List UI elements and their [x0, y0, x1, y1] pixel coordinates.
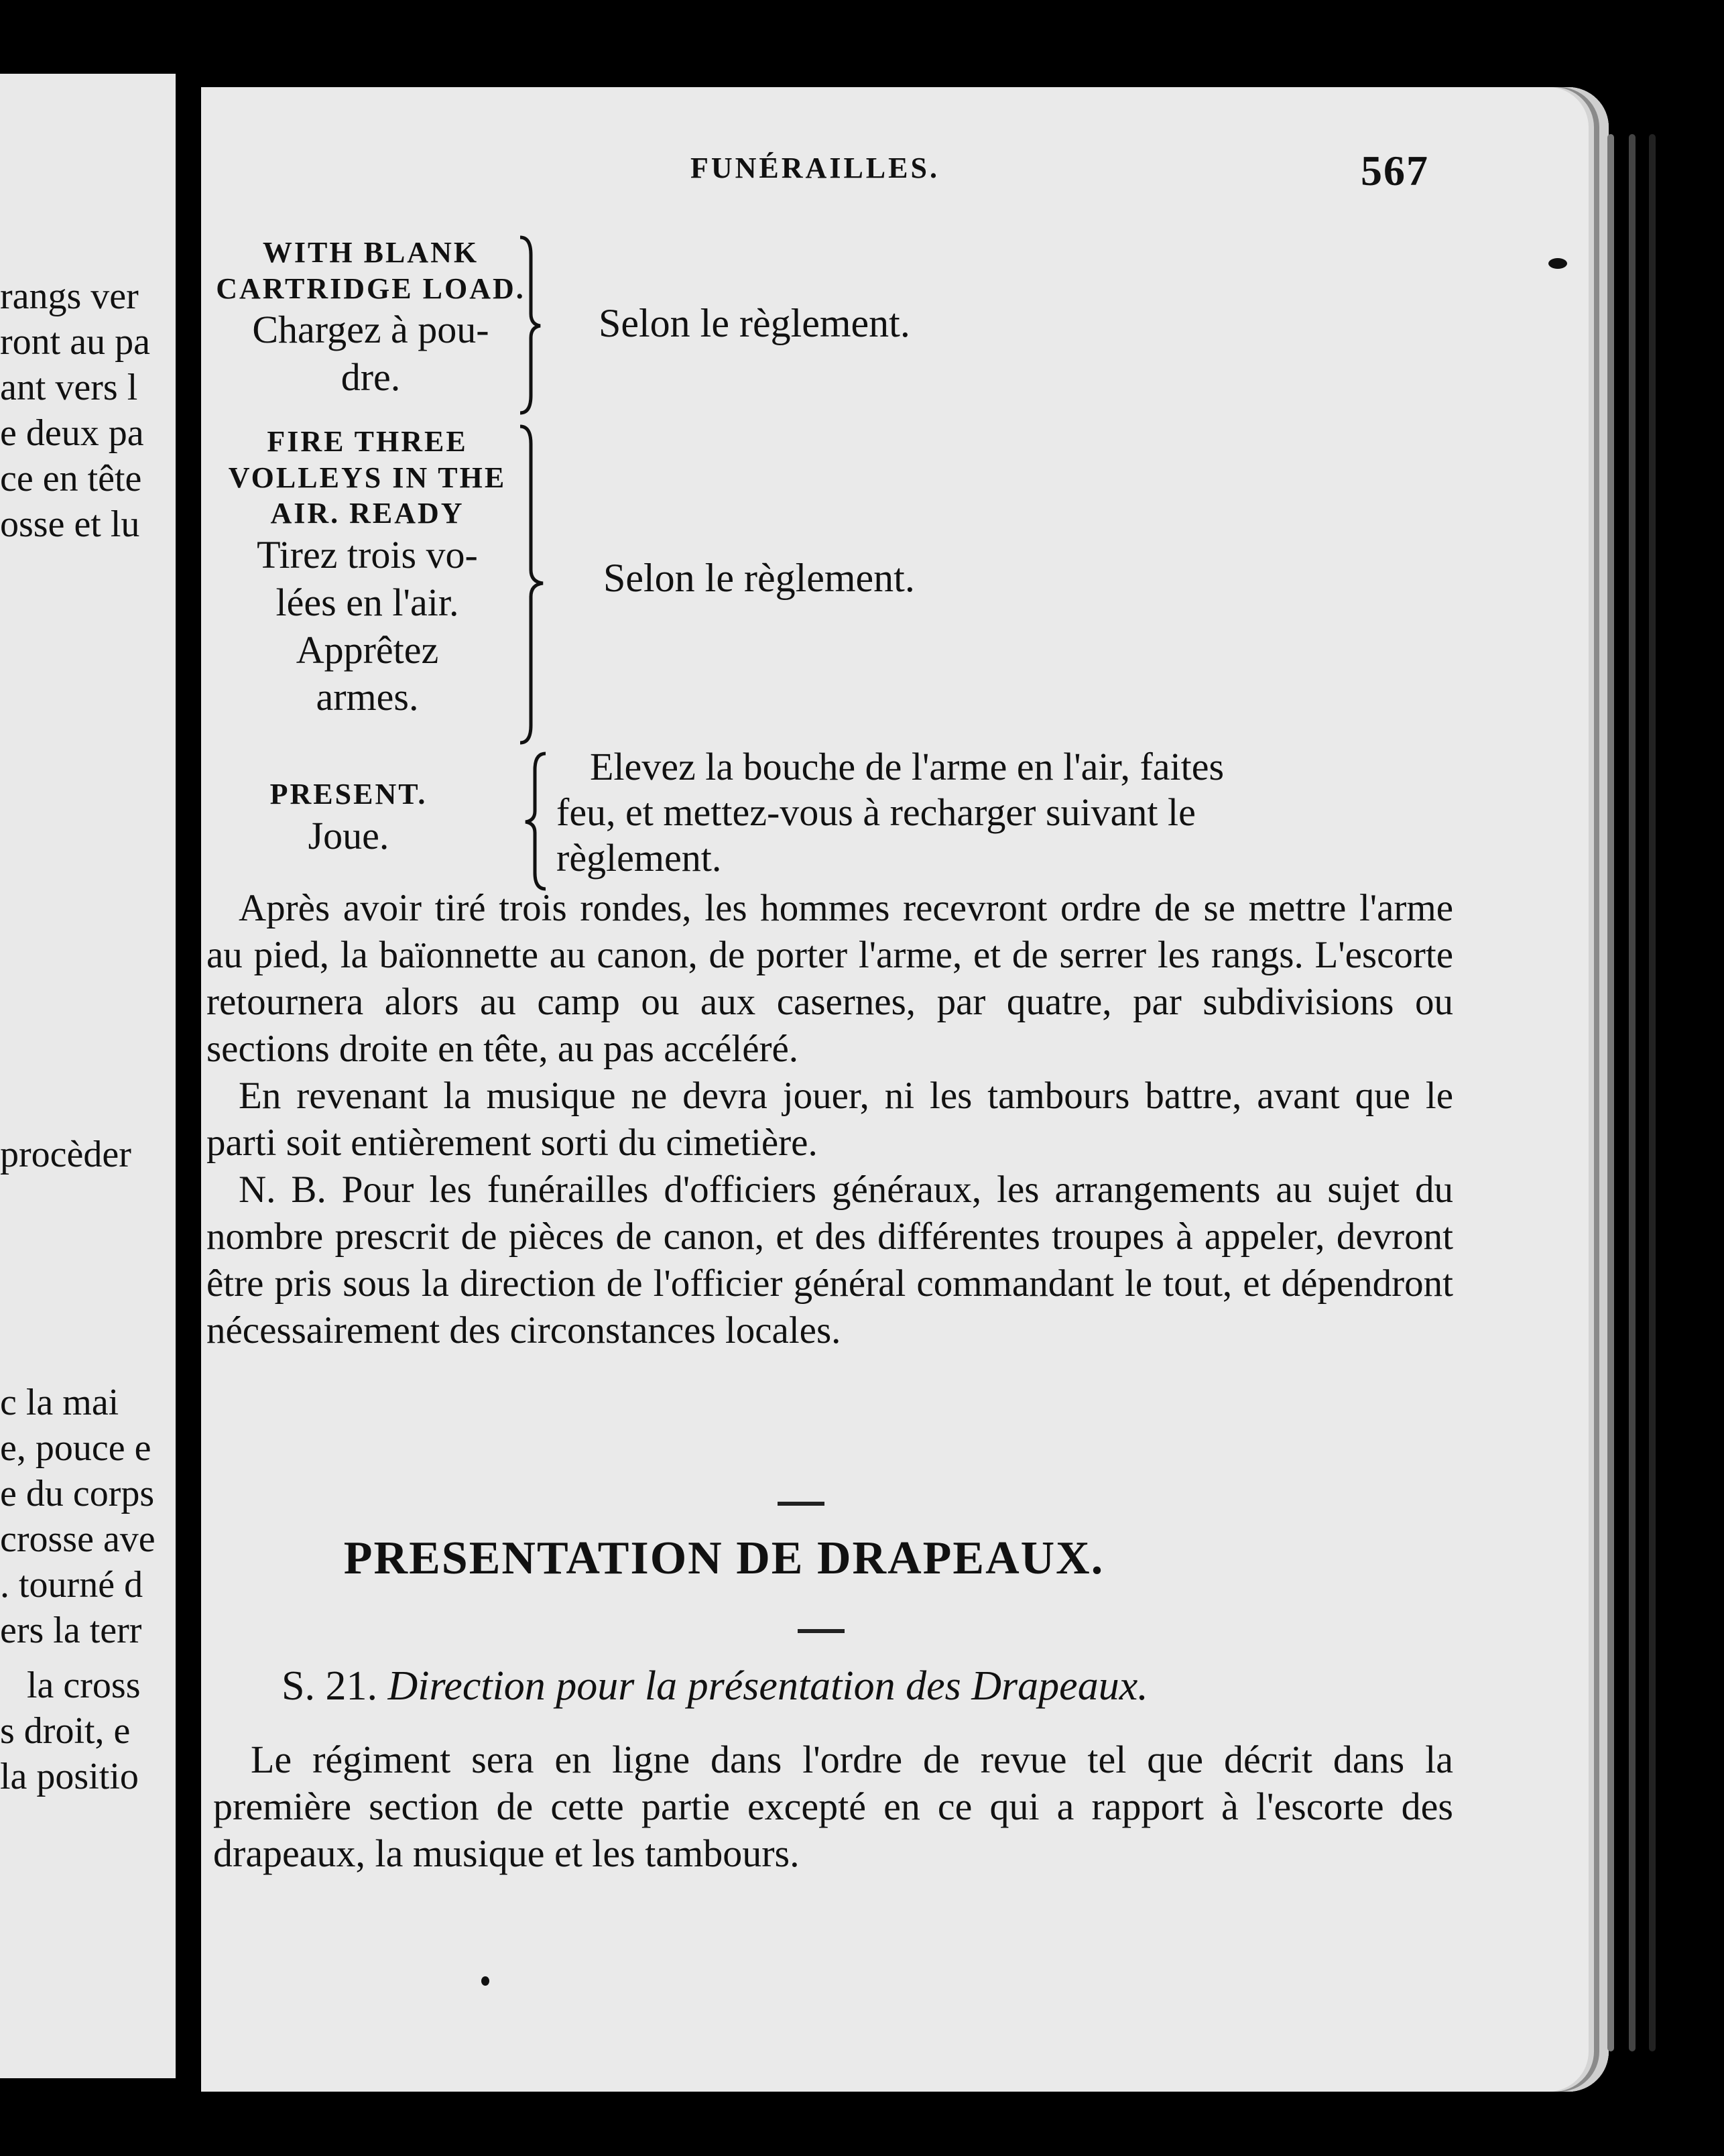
- command-present: [228, 776, 469, 859]
- page-number: 567: [1361, 147, 1429, 194]
- left-page-fragment: rangs ver: [0, 276, 139, 317]
- subsection-title: Direction pour la présentation des Drapeaux.: [387, 1663, 1148, 1709]
- left-page-fragment: ce en tête: [0, 458, 142, 499]
- brace: [523, 751, 550, 892]
- body-text: [206, 885, 1453, 1354]
- command-french: Tirez trois vo-: [257, 533, 478, 577]
- command-english: FIRE THREE: [267, 425, 468, 458]
- section-title: PRESENTATION DE DRAPEAUX.: [343, 1533, 1105, 1584]
- running-title: FUNÉRAILLES.: [690, 152, 940, 184]
- left-page-fragment: la cross: [27, 1665, 141, 1706]
- paragraph: Le régiment sera en ligne dans l'ordre de revue tel que décrit dans la première section de cette partie excepté en ce qui a rapport à l'escorte des drapeaux, la musique et les tambours.: [213, 1738, 1453, 1875]
- ink-speck: [481, 1976, 489, 1986]
- page-edge: [1629, 134, 1636, 2051]
- command-english: PRESENT.: [269, 778, 428, 811]
- command-english: CARTRIDGE LOAD.: [216, 272, 526, 305]
- final-text: [213, 1736, 1453, 1877]
- instruction-line: règlement.: [556, 836, 722, 880]
- command-french: Chargez à pou-: [252, 308, 489, 352]
- left-page-fragment: ront au pa: [0, 321, 150, 363]
- section-rule: [798, 1629, 845, 1633]
- left-page-fragment: e, pouce e: [0, 1427, 151, 1469]
- left-page-fragment: ers la terr: [0, 1610, 142, 1651]
- command-french: armes.: [316, 675, 419, 719]
- command-instruction: Selon le règlement.: [603, 556, 915, 600]
- page-edge: [1607, 134, 1614, 2051]
- ink-speck: [1548, 258, 1567, 269]
- command-english: VOLLEYS IN THE: [228, 461, 507, 494]
- brace: [516, 424, 550, 745]
- paragraph: Après avoir tiré trois rondes, les hommes recevront ordre de se mettre l'arme au pied, la baïonnette au canon, de porter l'arme, et de serrer les rangs. L'escorte retournera alors au camp ou aux casernes, par quatre, par subdivisions ou sections droite en tête, au pas accéléré.: [206, 887, 1453, 1070]
- command-french: Apprêtez: [296, 627, 439, 672]
- instruction-line: Elevez la bouche de l'arme en l'air, faites: [590, 745, 1225, 788]
- present-instruction: [556, 744, 1224, 881]
- left-page-fragment: procèder: [0, 1134, 131, 1175]
- left-page-fragment: s droit, e: [0, 1710, 131, 1752]
- command-english: WITH BLANK: [262, 236, 479, 269]
- paragraph: N. B. Pour les funérailles d'officiers généraux, les arrangements au sujet du nombre prescrit de pièces de canon, et des différentes troupes à appeler, devront être pris sous la direction de l'officier général commandant le tout, et dépendront nécessairement des circonstances locales.: [206, 1169, 1453, 1352]
- command-english: AIR. READY: [270, 497, 465, 530]
- left-page-fragment: ant vers l: [0, 367, 138, 408]
- left-page-fragment: crosse ave: [0, 1518, 156, 1560]
- left-page-fragment: e deux pa: [0, 412, 144, 454]
- command-with-blank-cartridge: [213, 235, 528, 402]
- paragraph: En revenant la musique ne devra jouer, ni les tambours battre, avant que le parti soit entièrement sorti du cimetière.: [206, 1075, 1453, 1164]
- command-french: lées en l'air.: [275, 580, 459, 624]
- command-fire-three-volleys: [206, 424, 528, 721]
- subsection-heading: [282, 1663, 1148, 1710]
- instruction-line: feu, et mettez-vous à recharger suivant le: [556, 790, 1196, 834]
- brace: [516, 235, 543, 416]
- command-instruction: Selon le règlement.: [599, 301, 910, 345]
- command-french: dre.: [341, 355, 401, 400]
- left-page-fragment: la positio: [0, 1756, 139, 1797]
- page-edge: [1649, 134, 1656, 2051]
- left-page-fragment: e du corps: [0, 1473, 155, 1514]
- section-rule: [778, 1502, 824, 1506]
- left-page-fragment: . tourné d: [0, 1564, 143, 1606]
- command-french: Joue.: [308, 813, 389, 857]
- left-page-fragment: c la mai: [0, 1382, 119, 1423]
- adjacent-page: [0, 74, 176, 2078]
- subsection-number: S. 21.: [282, 1663, 377, 1709]
- left-page-fragment: osse et lu: [0, 503, 140, 545]
